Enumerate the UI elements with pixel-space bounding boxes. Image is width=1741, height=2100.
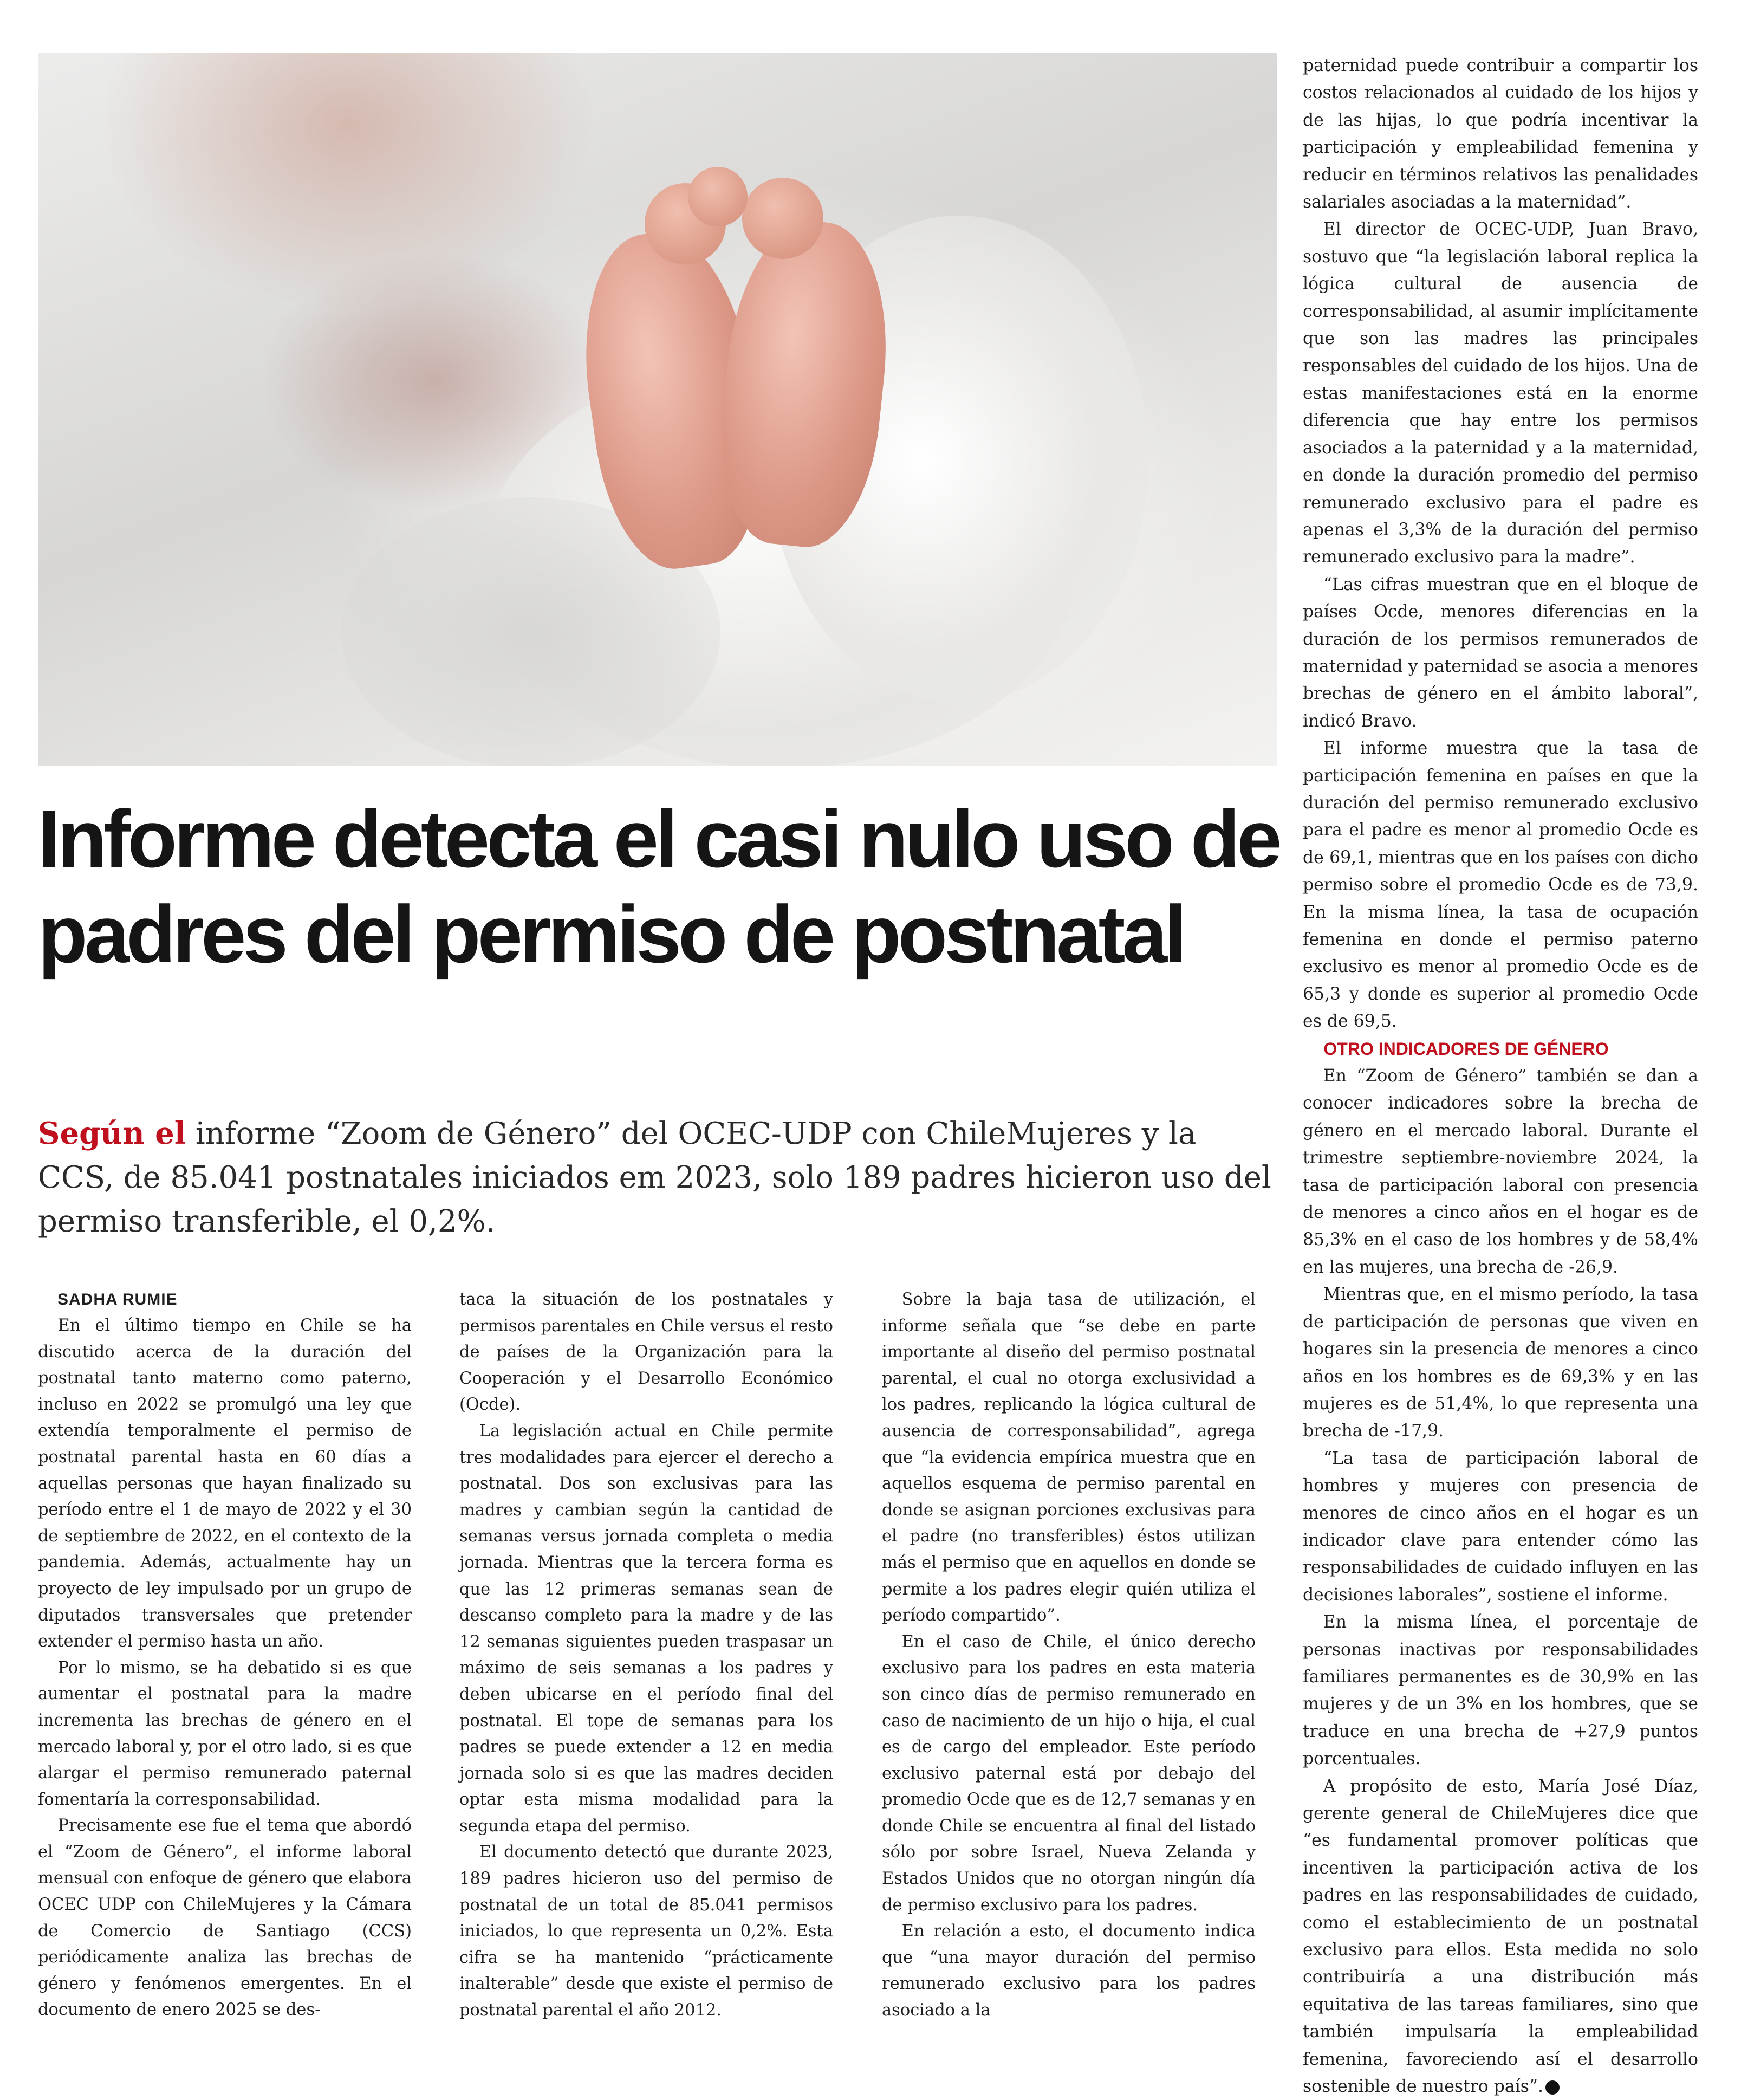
paragraph: Sobre la baja tasa de utilización, el informe señala que “se debe en parte importante al diseño del permiso postnatal parental, el cual no otorga exclusividad a los padres, replicando la lógica cultural de ausencia de corresponsabilidad”, agrega que “la evidencia empírica muestra que en aquellos esquema de permiso parental en donde se asignan porciones exclusivas para el padre (no transferibles) éstos utilizan más el permiso que en aquellos en donde se permite a los padres elegir quién utiliza el período compartido”.	[882, 1290, 1256, 1625]
deck-text: informe “Zoom de Género” del OCEC-UDP con ChileMujeres y la CCS, de 85.041 postnatales iniciados em 2023, solo 189 padres hicieron uso del permiso transferible, el 0,2%.	[38, 1116, 1271, 1239]
paragraph: “Las cifras muestran que en el bloque de países Ocde, menores diferencias en la duración de los permisos remunerados de maternidad y paternidad se asocia a menores brechas de género en el ámbito laboral”, indicó Bravo.	[1303, 574, 1698, 731]
paragraph: El informe muestra que la tasa de participación femenina en países en que la duración del permiso remunerado exclusivo para el padre es menor al promedio Ocde es de 69,1, mientras que en los países con dicho permiso sobre el promedio Ocde es de 73,9. En la misma línea, la tasa de ocupación femenina en donde el permiso paterno exclusivo es menor al promedio Ocde es de 65,3 y donde es superior al promedio Ocde es de 69,5.	[1303, 738, 1698, 1032]
paragraph: Precisamente ese fue el tema que abordó el “Zoom de Género”, el informe laboral mensual con enfoque de género que elabora OCEC UDP con ChileMujeres y la Cámara de Comercio de Santiago (CCS) periódicamente analiza las brechas de género y fenómenos emergentes. En el documento de enero 2025 se des-	[38, 1816, 412, 2020]
article-headline: Informe detecta el casi nulo uso de padres del permiso de postnatal	[38, 793, 1279, 980]
article-photo	[38, 53, 1277, 766]
paragraph: En la misma línea, el porcentaje de personas inactivas por responsabilidades familiares permanentes es de 30,9% en las mujeres y de un 3% en los hombres, que se traduce en una brecha de +27,9 puntos porcentuales.	[1303, 1612, 1698, 1769]
paragraph: El director de OCEC-UDP, Juan Bravo, sostuvo que “la legislación laboral replica la lógica cultural de ausencia de corresponsabilidad, al asumir implícitamente que son las madres las principales responsables del cuidado de los hijos. Una de estas manifestaciones está en la enorme diferencia que hay entre los permisos asociados a la paternidad y a la maternidad, en donde la duración promedio del permiso remunerado exclusivo para el padre es apenas el 3,3% de la duración del permiso remunerado exclusivo para la madre”.	[1303, 219, 1698, 567]
article-deck	[38, 1112, 1278, 1243]
paragraph: En “Zoom de Género” también se dan a conocer indicadores sobre la brecha de género en el mercado laboral. Durante el trimestre septiembre-noviembre 2024, la tasa de participación laboral con presencia de menores a cinco años en el hogar es de 85,3% en el caso de los hombres y de 58,4% en las mujeres, una brecha de -26,9.	[1303, 1066, 1698, 1277]
final-paragraph	[1303, 1773, 1698, 2100]
article-column-3	[882, 1287, 1256, 2024]
paragraph: El documento detectó que durante 2023, 189 padres hicieron uso del permiso de postnatal de un total de 85.041 permisos iniciados, lo que representa un 0,2%. Esta cifra se ha mantenido “prácticamente inalterable” desde que existe el permiso de postnatal parental el año 2012.	[459, 1843, 833, 2020]
baby-toe	[742, 178, 823, 259]
byline: SADHA RUMIE	[57, 1291, 178, 1308]
paragraph: “La tasa de participación laboral de hombres y mujeres con presencia de menores de cinco años en el hogar es un indicador clave para entender cómo las responsabilidades de cuidado influyen en las decisiones laborales”, sostiene el informe.	[1303, 1448, 1698, 1605]
paragraph: Por lo mismo, se ha debatido si es que aumentar el postnatal para la madre incrementa las brechas de género en el mercado laboral y, por el otro lado, si es que alargar el permiso remunerado paternal fomentaría la corresponsabilidad.	[38, 1658, 412, 1809]
article-column-1	[38, 1287, 412, 2024]
paragraph: taca la situación de los postnatales y permisos parentales en Chile versus el resto de países de la Organización para la Cooperación y el Desarrollo Económico (Ocde).	[459, 1290, 833, 1415]
paragraph: paternidad puede contribuir a compartir los costos relacionados al cuidado de los hijos y de las hijas, lo que podría incentivar la participación y empleabilidad femenina y reducir en términos relativos las penalidades salariales asociadas a la maternidad”.	[1303, 56, 1698, 212]
section-subhead: OTRO INDICADORES DE GÉNERO	[1323, 1039, 1609, 1059]
baby-toe	[688, 167, 748, 226]
end-mark-icon: P	[1545, 2080, 1560, 2095]
paragraph-text: A propósito de esto, María José Díaz, gerente general de ChileMujeres dice que “es fundamental promover políticas que incentiven la participación activa de los padres en las responsabilidades de cuidado, como el establecimiento de un postnatal exclusivo para ellos. Esta medida no solo contribuiría a una distribución más equitativa de las tareas familiares, sino que también impulsaría la empleabilidad femenina, favoreciendo así el desarrollo sostenible de nuestro país”.	[1303, 1776, 1698, 2097]
article-column-2	[459, 1287, 833, 2024]
paragraph: Mientras que, en el mismo período, la tasa de participación de personas que viven en hogares sin la presencia de menores a cinco años en los hombres es de 69,3% y en las mujeres es de 51,4%, lo que representa una brecha de -17,9.	[1303, 1285, 1698, 1441]
paragraph: En el último tiempo en Chile se ha discutido acerca de la duración del postnatal tanto materno como paterno, incluso en 2022 se promulgó una ley que extendía temporalmente el permiso de postnatal parental hasta en 60 días a aquellas personas que hayan finalizado su período entre el 1 de mayo de 2022 y el 30 de septiembre de 2022, en el contexto de la pandemia. Además, actualmente hay un proyecto de ley impulsado por un grupo de diputados transversales que pretender extender el permiso hasta un año.	[38, 1316, 412, 1651]
article-column-4	[1303, 52, 1698, 2100]
deck-lead: Según el	[38, 1116, 186, 1151]
paragraph: En el caso de Chile, el único derecho exclusivo para los padres en esta materia son cinco días de permiso remunerado en caso de nacimiento de un hijo o hija, el cual es de cargo del empleador. Este período exclusivo paternal está por debajo del promedio Ocde que es de 12,7 semanas y en donde Chile se encuentra al final del listado sólo por sobre Israel, Nueva Zelanda y Estados Unidos que no otorgan ningún día de permiso exclusivo para los padres.	[882, 1632, 1256, 1915]
paragraph: En relación a esto, el documento indica que “una mayor duración del permiso remunerado exclusivo para los padres asociado a la	[882, 1922, 1256, 2020]
paragraph: La legislación actual en Chile permite tres modalidades para ejercer el derecho a postnatal. Dos son exclusivas para las madres y cambian según la cantidad de semanas versus jornada completa o media jornada. Mientras que la tercera forma es que las 12 primeras semanas sean de descanso completo para la madre y de las 12 semanas siguientes pueden traspasar un máximo de seis semanas a los padres y deben ubicarse en el período final del postnatal. El tope de semanas para los padres se puede extender a 12 en media jornada solo si es que las madres deciden optar esta misma modalidad para la segunda etapa del permiso.	[459, 1421, 833, 1836]
